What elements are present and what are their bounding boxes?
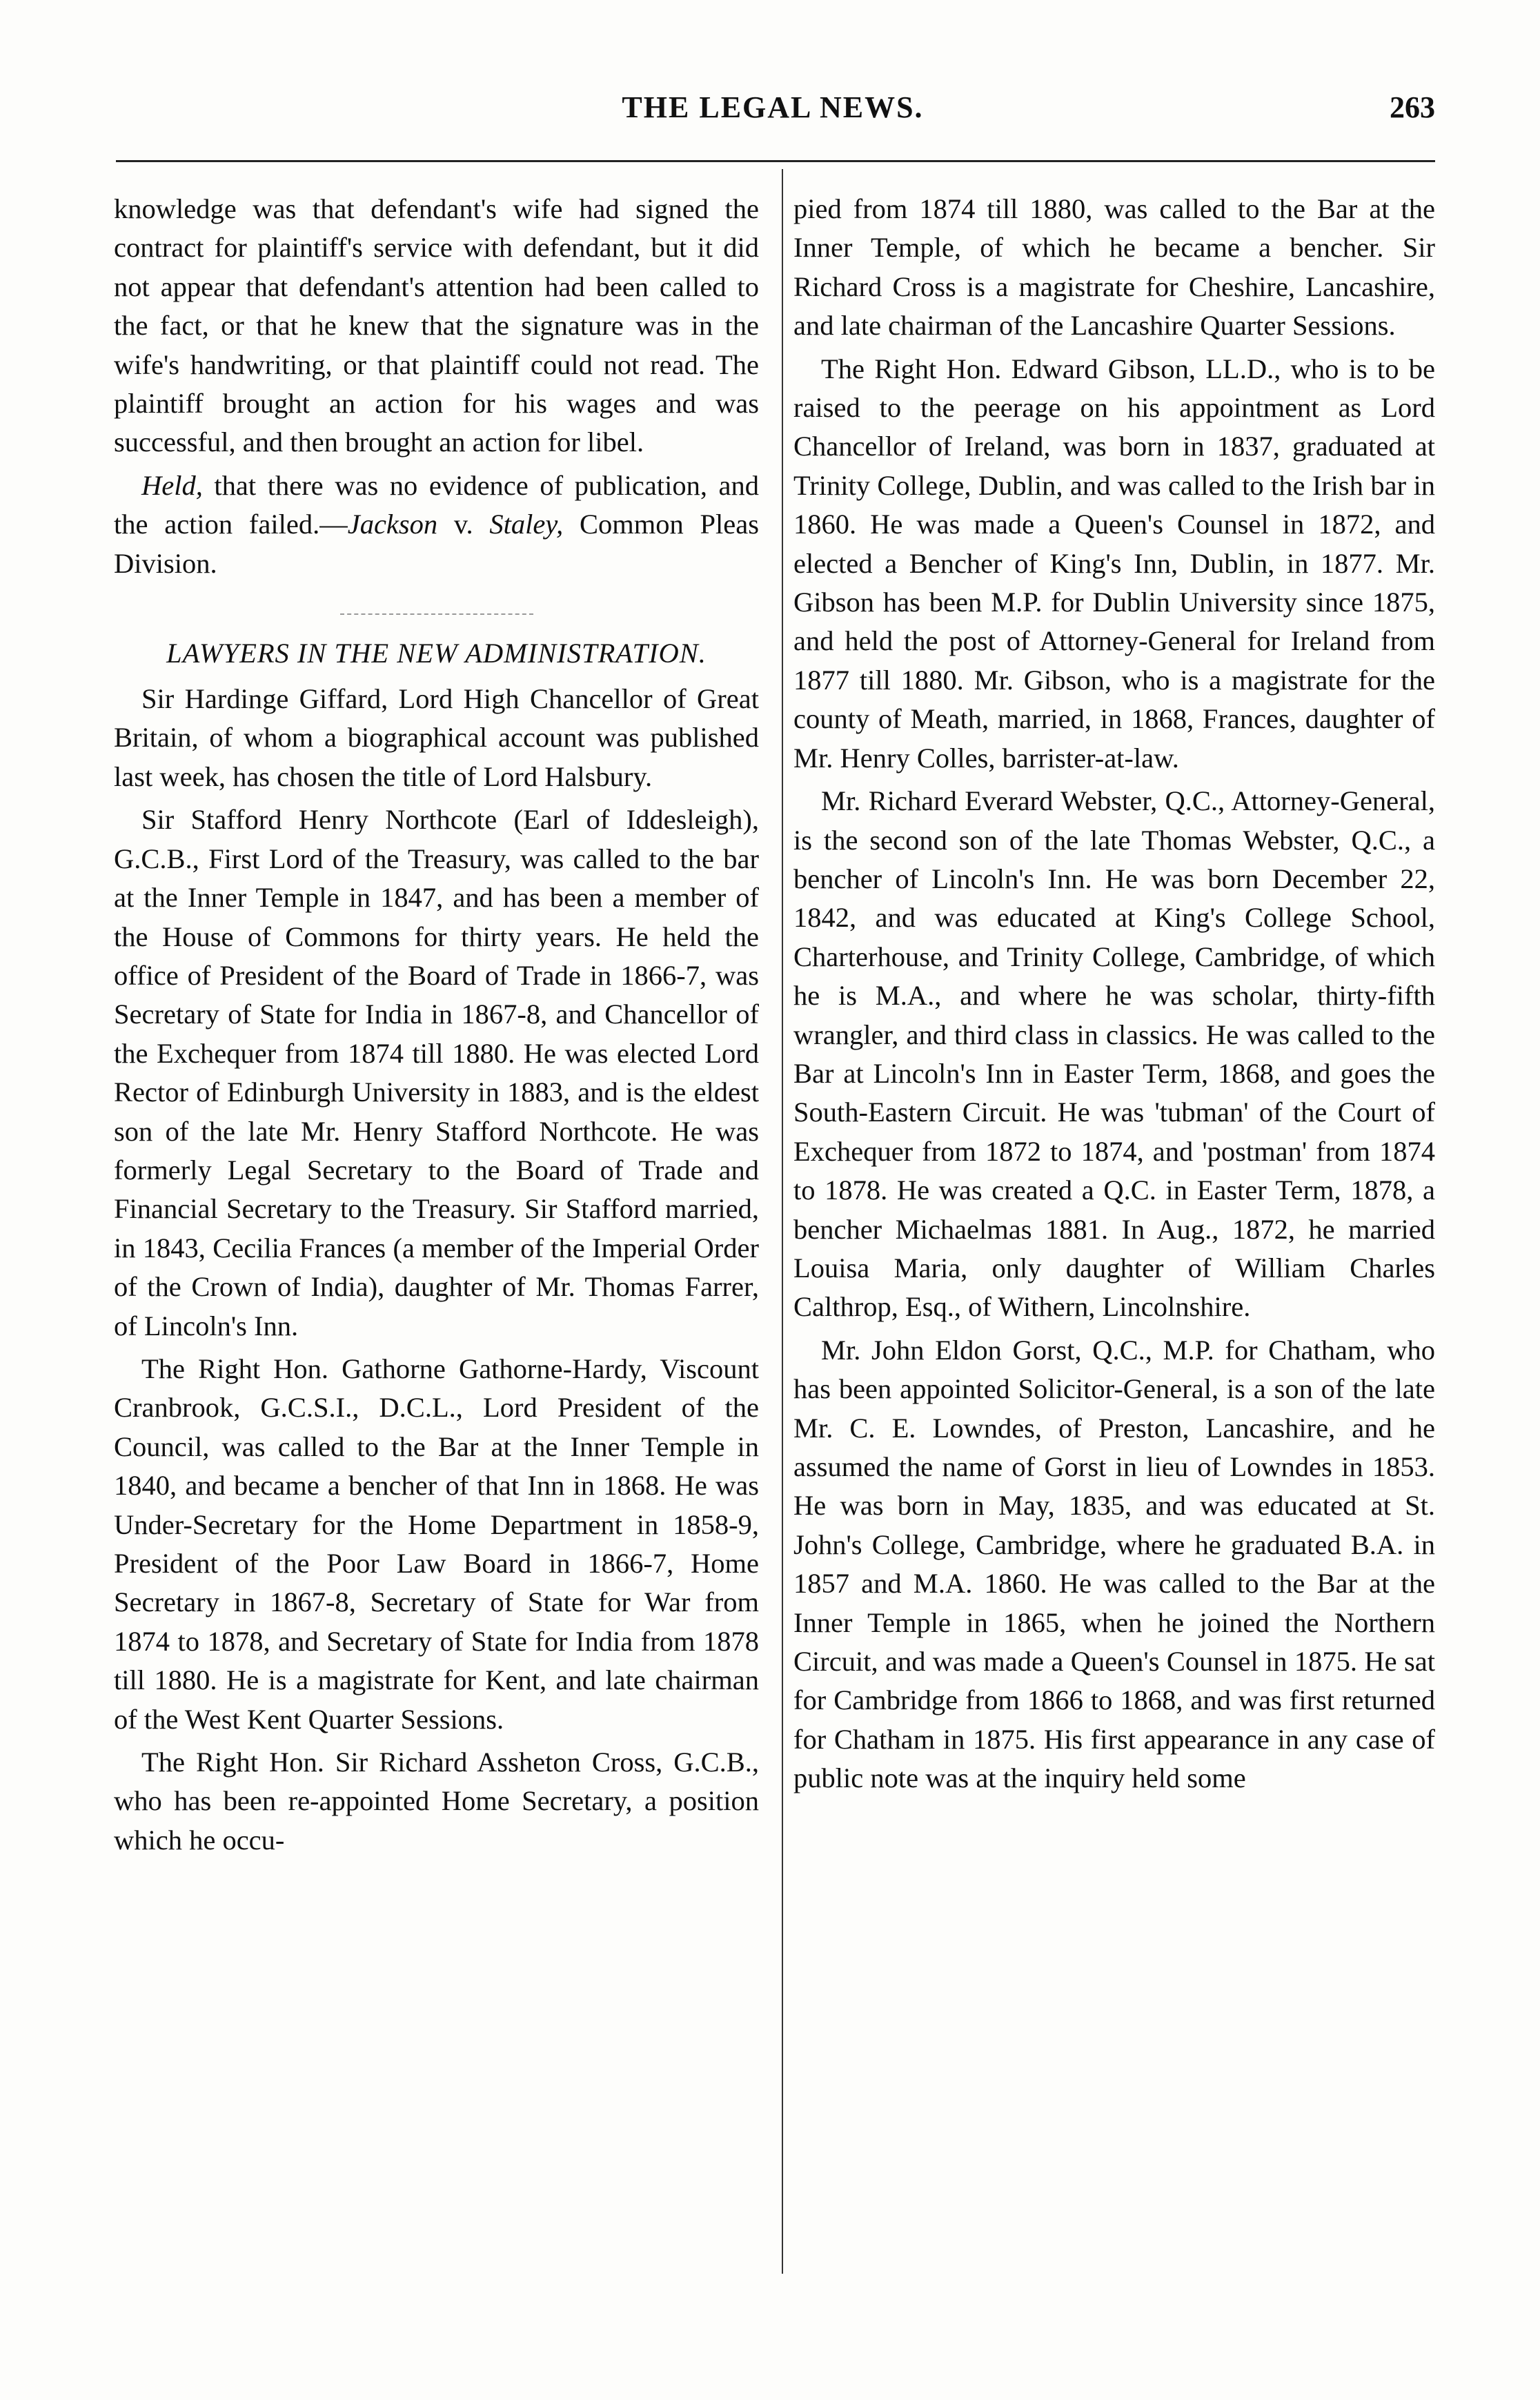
case-court: Common Pleas Division.: [114, 509, 759, 579]
case-versus: v.: [437, 509, 490, 540]
article-heading: LAWYERS IN THE NEW ADMINISTRATION.: [166, 638, 707, 669]
column-divider: [782, 169, 783, 2274]
journal-title: THE LEGAL NEWS.: [622, 90, 924, 124]
paragraph-gathorne-hardy: The Right Hon. Gathorne Gathorne-Hardy, Viscount Cranbrook, G.C.S.I., D.C.L., Lord President of the Council, was called to the Bar at the Inner Temple in 1840, and became a bencher of that Inn in 1868. He was Under-Secretary for the Home Department in 1858-9, President of the Poor Law Board in 1866-7, Home Secretary in 1867-8, Secretary of State for War from 1874 to 1878, and Secretary of State for India from 1878 till 1880. He is a magistrate for Kent, and late chairman of the West Kent Quarter Sessions.: [114, 1353, 759, 1735]
paragraph-cross-start: The Right Hon. Sir Richard Assheton Cross, G.C.B., who has been re-appointed Home Secretary, a position which he occu-: [114, 1747, 759, 1856]
page-number: 263: [1390, 90, 1435, 124]
paragraph-cross-continued: pied from 1874 till 1880, was called to the Bar at the Inner Temple, of which he became a bencher. Sir Richard Cross is a magistrate for Cheshire, Lancashire, and late chairman of the Lancashire Quarter Sessions.: [793, 193, 1435, 342]
paragraph-northcote: Sir Stafford Henry Northcote (Earl of Iddesleigh), G.C.B., First Lord of the Treasury, was called to the bar at the Inner Temple in 1847, and has been a member of the House of Commons for thirty years. He held the office of President of the Board of Trade in 1866-7, was Secretary of State for India in 1867-8, and Chancellor of the Exchequer from 1874 till 1880. He was elected Lord Rector of Edinburgh University in 1883, and is the eldest son of the late Mr. Henry Stafford Northcote. He was formerly Legal Secretary to the Board of Trade and Financial Secretary to the Treasury. Sir Stafford married, in 1843, Cecilia Frances (a member of the Imperial Order of the Crown of India), daughter of Mr. Thomas Farrer, of Lincoln's Inn.: [114, 804, 759, 1341]
running-header: [110, 90, 1435, 145]
paragraph-gibson: The Right Hon. Edward Gibson, LL.D., who is to be raised to the peerage on his appointment as Lord Chancellor of Ireland, was born in 1837, graduated at Trinity College, Dublin, and was called to the Irish bar in 1860. He was made a Queen's Counsel in 1872, and elected a Bencher of King's Inn, Dublin, in 1877. Mr. Gibson has been M.P. for Dublin University since 1875, and held the post of Attorney-General for Ireland from 1877 till 1880. Mr. Gibson, who is a magistrate for the county of Meath, married, in 1868, Frances, daughter of Mr. Henry Colles, barrister-at-law.: [793, 353, 1435, 774]
case-continuation-paragraph: knowledge was that defendant's wife had signed the contract for plaintiff's service with defendant, but it did not appear that defendant's attention had been called to the fact, or that he knew that the signature was in the wife's handwriting, or that plaintiff could not read. The plaintiff brought an action for his wages and was successful, and then brought an action for libel.: [114, 193, 759, 458]
case-party-1: Jackson: [347, 509, 438, 540]
case-party-2: Staley,: [489, 509, 564, 540]
held-paragraph: [114, 466, 759, 583]
paragraph-gorst: Mr. John Eldon Gorst, Q.C., M.P. for Chatham, who has been appointed Solicitor-General, is a son of the late Mr. C. E. Lowndes, of Preston, Lancashire, and he assumed the name of Gorst in lieu of Lowndes in 1853. He was born in May, 1835, and was educated at St. John's College, Cambridge, where he graduated B.A. in 1857 and M.A. 1860. He was called to the Bar at the Inner Temple in 1865, when he joined the Northern Circuit, and was made a Queen's Counsel in 1875. He sat for Cambridge from 1866 to 1868, and was first returned for Chatham in 1875. His first appearance in any case of public note was at the inquiry held some: [793, 1334, 1435, 1794]
section-separator: [340, 613, 533, 615]
held-label: Held,: [141, 469, 203, 501]
left-column: [114, 190, 759, 1864]
header-rule: [116, 160, 1435, 162]
paragraph-giffard: Sir Hardinge Giffard, Lord High Chancellor of Great Britain, of whom a biographical account was published last week, has chosen the title of Lord Halsbury.: [114, 683, 759, 792]
paragraph-webster: Mr. Richard Everard Webster, Q.C., Attorney-General, is the second son of the late Thomas Webster, Q.C., a bencher of Lincoln's Inn. He was born December 22, 1842, and was educated at King's College School, Charterhouse, and Trinity College, Cambridge, of which he is M.A., and where he was scholar, thirty-fifth wrangler, and third class in classics. He was called to the Bar at Lincoln's Inn in Easter Term, 1868, and goes the South-Eastern Circuit. He was 'tubman' of the Court of Exchequer from 1872 to 1874, and 'postman' from 1874 to 1878. He was created a Q.C. in Easter Term, 1878, a bencher Michaelmas 1881. In Aug., 1872, he married Louisa Maria, only daughter of William Charles Calthrop, Esq., of Withern, Lincolnshire.: [793, 785, 1435, 1323]
right-column: [793, 190, 1435, 1802]
held-text: that there was no evidence of publication, and the action failed.—: [114, 469, 759, 540]
